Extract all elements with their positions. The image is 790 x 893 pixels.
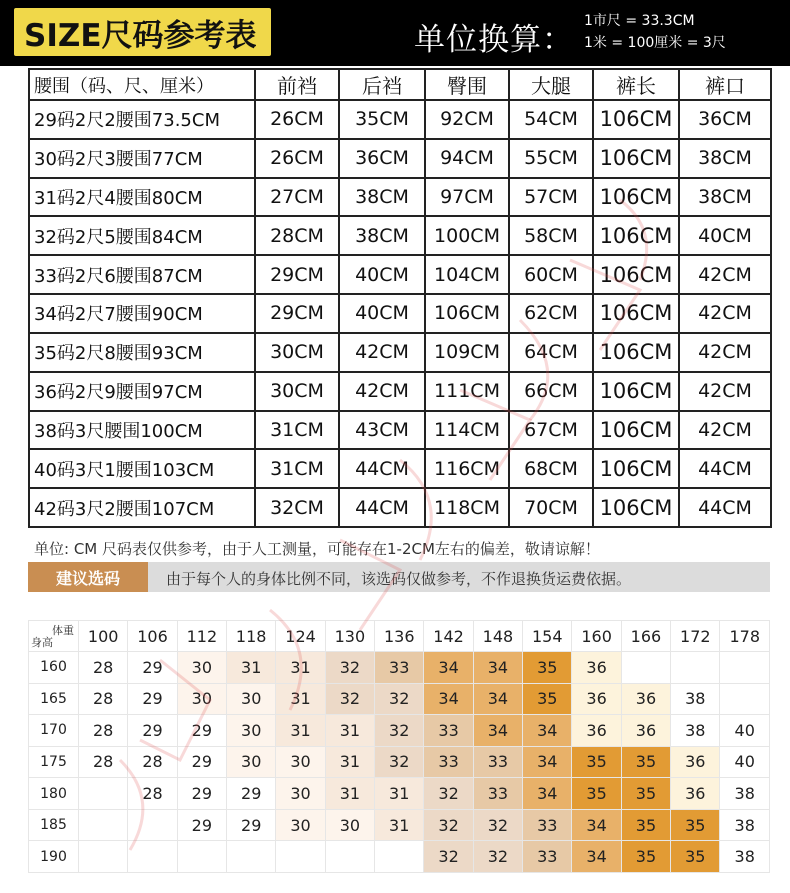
grid-corner <box>29 621 79 652</box>
unit-line-2: 1米 = 100厘米 = 3尺 <box>584 35 726 51</box>
size-cell: 28CM <box>255 216 339 255</box>
size-cell: 32码2尺5腰围84CM <box>29 216 255 255</box>
size-cell: 109CM <box>425 333 509 372</box>
grid-size-cell: 30 <box>276 809 325 841</box>
grid-size-cell: 33 <box>473 778 522 810</box>
size-table <box>28 68 772 528</box>
grid-size-cell: 28 <box>79 715 128 747</box>
grid-size-cell: 33 <box>523 841 572 873</box>
size-cell: 36CM <box>339 139 425 178</box>
size-cell: 38CM <box>679 139 771 178</box>
size-cell: 31CM <box>255 411 339 450</box>
grid-size-cell: 38 <box>671 715 720 747</box>
size-cell: 31CM <box>255 449 339 488</box>
grid-row <box>29 809 770 841</box>
size-cell: 42CM <box>679 333 771 372</box>
grid-size-cell: 33 <box>523 809 572 841</box>
height-label-cell: 170 <box>29 715 79 747</box>
size-cell: 29CM <box>255 294 339 333</box>
size-cell: 30码2尺3腰围77CM <box>29 139 255 178</box>
unit-line-1: 1市尺 = 33.3CM <box>584 13 695 29</box>
size-cell: 27CM <box>255 178 339 217</box>
weight-header-cell: 136 <box>375 621 424 652</box>
grid-size-cell: 35 <box>621 746 670 778</box>
grid-size-cell: 29 <box>227 809 276 841</box>
grid-size-cell: 31 <box>276 715 325 747</box>
size-cell: 40CM <box>339 255 425 294</box>
size-cell: 29CM <box>255 255 339 294</box>
grid-size-cell: 33 <box>424 746 473 778</box>
size-cell: 35CM <box>339 100 425 139</box>
size-row <box>29 216 771 255</box>
grid-header-row <box>29 621 770 652</box>
grid-size-cell: 35 <box>671 809 720 841</box>
size-cell: 43CM <box>339 411 425 450</box>
size-cell: 42CM <box>679 294 771 333</box>
size-cell: 106CM <box>593 100 679 139</box>
grid-size-cell: 28 <box>79 652 128 684</box>
size-cell: 106CM <box>593 216 679 255</box>
grid-size-cell: 31 <box>227 652 276 684</box>
unit-conversion-lines <box>584 10 726 54</box>
grid-size-cell <box>720 652 770 684</box>
size-cell: 106CM <box>593 488 679 527</box>
grid-size-cell: 28 <box>128 778 177 810</box>
size-header-cell: 裤口 <box>679 69 771 100</box>
size-cell: 42码3尺2腰围107CM <box>29 488 255 527</box>
size-chart-logo: SIZE尺码参考表 <box>14 8 271 56</box>
size-cell: 104CM <box>425 255 509 294</box>
grid-size-cell: 31 <box>276 683 325 715</box>
grid-size-cell: 30 <box>276 778 325 810</box>
grid-size-cell: 29 <box>177 746 226 778</box>
size-header-cell: 后裆 <box>339 69 425 100</box>
weight-header-cell: 160 <box>572 621 621 652</box>
size-cell: 54CM <box>509 100 593 139</box>
grid-size-cell <box>177 841 226 873</box>
grid-size-cell: 29 <box>128 683 177 715</box>
size-cell: 106CM <box>593 333 679 372</box>
grid-size-cell: 33 <box>473 746 522 778</box>
size-header-cell: 腰围（码、尺、厘米） <box>29 69 255 100</box>
grid-row <box>29 715 770 747</box>
weight-header-cell: 172 <box>671 621 720 652</box>
grid-size-cell: 32 <box>424 841 473 873</box>
size-cell: 36码2尺9腰围97CM <box>29 372 255 411</box>
advice-text: 由于每个人的身体比例不同，该选码仅做参考，不作退换货运费依据。 <box>166 570 632 588</box>
weight-header-cell: 178 <box>720 621 770 652</box>
size-cell: 106CM <box>593 255 679 294</box>
grid-size-cell: 34 <box>523 778 572 810</box>
grid-size-cell <box>276 841 325 873</box>
size-cell: 70CM <box>509 488 593 527</box>
weight-height-grid <box>28 620 770 873</box>
weight-header-cell: 118 <box>227 621 276 652</box>
grid-size-cell: 30 <box>325 809 374 841</box>
grid-size-cell: 32 <box>424 778 473 810</box>
grid-size-cell: 34 <box>473 683 522 715</box>
grid-size-cell: 30 <box>227 746 276 778</box>
grid-size-cell: 33 <box>375 652 424 684</box>
grid-size-cell: 35 <box>523 652 572 684</box>
height-label-cell: 165 <box>29 683 79 715</box>
grid-size-cell: 34 <box>424 683 473 715</box>
grid-size-cell <box>375 841 424 873</box>
weight-header-cell: 106 <box>128 621 177 652</box>
size-cell: 97CM <box>425 178 509 217</box>
grid-size-cell: 38 <box>671 683 720 715</box>
size-cell: 36CM <box>679 100 771 139</box>
size-cell: 31码2尺4腰围80CM <box>29 178 255 217</box>
size-cell: 106CM <box>593 178 679 217</box>
grid-size-cell: 29 <box>227 778 276 810</box>
grid-size-cell <box>621 652 670 684</box>
size-cell: 106CM <box>593 372 679 411</box>
grid-row <box>29 683 770 715</box>
size-row <box>29 488 771 527</box>
grid-size-cell: 34 <box>523 715 572 747</box>
grid-size-cell: 32 <box>325 683 374 715</box>
grid-size-cell <box>128 809 177 841</box>
size-cell: 32CM <box>255 488 339 527</box>
grid-size-cell: 32 <box>473 809 522 841</box>
grid-size-cell: 32 <box>424 809 473 841</box>
advice-label: 建议选码 <box>28 562 148 592</box>
size-row <box>29 411 771 450</box>
size-cell: 64CM <box>509 333 593 372</box>
measurement-note: 单位: CM 尺码表仅供参考，由于人工测量，可能存在1-2CM左右的偏差，敬请谅解！ <box>34 540 600 558</box>
grid-size-cell <box>720 683 770 715</box>
height-label-cell: 190 <box>29 841 79 873</box>
weight-header-cell: 142 <box>424 621 473 652</box>
size-cell: 44CM <box>679 449 771 488</box>
size-cell: 34码2尺7腰围90CM <box>29 294 255 333</box>
grid-size-cell <box>79 841 128 873</box>
size-cell: 55CM <box>509 139 593 178</box>
grid-row <box>29 778 770 810</box>
grid-row <box>29 746 770 778</box>
weight-header-cell: 154 <box>523 621 572 652</box>
size-cell: 42CM <box>679 411 771 450</box>
size-cell: 44CM <box>339 488 425 527</box>
grid-size-cell: 29 <box>177 778 226 810</box>
size-cell: 106CM <box>425 294 509 333</box>
size-cell: 67CM <box>509 411 593 450</box>
weight-header-cell: 124 <box>276 621 325 652</box>
grid-size-cell: 29 <box>128 715 177 747</box>
grid-size-cell <box>325 841 374 873</box>
size-cell: 44CM <box>339 449 425 488</box>
size-header-cell: 裤长 <box>593 69 679 100</box>
grid-size-cell: 30 <box>276 746 325 778</box>
grid-size-cell: 31 <box>325 778 374 810</box>
grid-row <box>29 652 770 684</box>
grid-size-cell: 33 <box>424 715 473 747</box>
unit-conversion-title: 单位换算： <box>414 22 574 58</box>
grid-size-cell: 36 <box>621 715 670 747</box>
weight-header-cell: 100 <box>79 621 128 652</box>
size-cell: 33码2尺6腰围87CM <box>29 255 255 294</box>
grid-size-cell: 34 <box>572 841 621 873</box>
grid-size-cell: 31 <box>276 652 325 684</box>
size-cell: 44CM <box>679 488 771 527</box>
size-cell: 38CM <box>679 178 771 217</box>
grid-size-cell: 32 <box>375 715 424 747</box>
grid-size-cell: 32 <box>375 746 424 778</box>
size-cell: 94CM <box>425 139 509 178</box>
size-cell: 42CM <box>679 372 771 411</box>
size-header-cell: 臀围 <box>425 69 509 100</box>
grid-size-cell: 34 <box>572 809 621 841</box>
grid-size-cell <box>671 652 720 684</box>
size-row <box>29 100 771 139</box>
grid-size-cell: 36 <box>621 683 670 715</box>
size-row <box>29 333 771 372</box>
size-cell: 42CM <box>339 333 425 372</box>
size-row <box>29 139 771 178</box>
grid-size-cell: 36 <box>572 683 621 715</box>
size-cell: 66CM <box>509 372 593 411</box>
size-cell: 26CM <box>255 139 339 178</box>
grid-size-cell: 36 <box>572 652 621 684</box>
size-row <box>29 294 771 333</box>
grid-size-cell: 34 <box>523 746 572 778</box>
grid-size-cell: 30 <box>227 683 276 715</box>
size-cell: 106CM <box>593 294 679 333</box>
size-cell: 100CM <box>425 216 509 255</box>
grid-size-cell: 30 <box>177 683 226 715</box>
size-cell: 42CM <box>339 372 425 411</box>
size-cell: 30CM <box>255 372 339 411</box>
size-header-cell: 前裆 <box>255 69 339 100</box>
grid-size-cell: 38 <box>720 778 770 810</box>
grid-size-cell: 32 <box>375 683 424 715</box>
grid-size-cell: 28 <box>79 683 128 715</box>
height-label-cell: 185 <box>29 809 79 841</box>
size-row <box>29 449 771 488</box>
grid-size-cell: 35 <box>523 683 572 715</box>
grid-size-cell: 31 <box>375 778 424 810</box>
grid-size-cell: 28 <box>79 746 128 778</box>
grid-size-cell: 35 <box>621 841 670 873</box>
size-cell: 106CM <box>593 411 679 450</box>
height-label-cell: 180 <box>29 778 79 810</box>
height-label-cell: 175 <box>29 746 79 778</box>
weight-header-cell: 166 <box>621 621 670 652</box>
size-cell: 38码3尺腰围100CM <box>29 411 255 450</box>
grid-size-cell: 29 <box>177 809 226 841</box>
grid-row <box>29 841 770 873</box>
grid-size-cell: 32 <box>325 652 374 684</box>
grid-size-cell: 40 <box>720 746 770 778</box>
grid-size-cell: 35 <box>572 746 621 778</box>
size-cell: 60CM <box>509 255 593 294</box>
weight-header-cell: 112 <box>177 621 226 652</box>
size-cell: 40码3尺1腰围103CM <box>29 449 255 488</box>
size-cell: 30CM <box>255 333 339 372</box>
weight-header-cell: 130 <box>325 621 374 652</box>
grid-size-cell: 36 <box>572 715 621 747</box>
grid-size-cell: 30 <box>227 715 276 747</box>
header-bar <box>0 0 790 66</box>
grid-size-cell: 32 <box>473 841 522 873</box>
grid-size-cell: 38 <box>720 841 770 873</box>
size-row <box>29 372 771 411</box>
grid-size-cell: 35 <box>621 809 670 841</box>
grid-size-cell: 35 <box>671 841 720 873</box>
grid-size-cell: 35 <box>572 778 621 810</box>
grid-size-cell: 36 <box>671 778 720 810</box>
advice-bar <box>28 562 770 592</box>
grid-size-cell: 38 <box>720 809 770 841</box>
grid-size-cell: 28 <box>128 746 177 778</box>
size-cell: 62CM <box>509 294 593 333</box>
size-cell: 106CM <box>593 449 679 488</box>
size-cell: 111CM <box>425 372 509 411</box>
grid-size-cell: 36 <box>671 746 720 778</box>
size-cell: 57CM <box>509 178 593 217</box>
size-cell: 42CM <box>679 255 771 294</box>
size-cell: 38CM <box>339 216 425 255</box>
grid-size-cell: 34 <box>424 652 473 684</box>
size-cell: 118CM <box>425 488 509 527</box>
corner-weight-label: 体重 <box>52 624 74 637</box>
size-cell: 40CM <box>679 216 771 255</box>
size-row <box>29 255 771 294</box>
size-cell: 106CM <box>593 139 679 178</box>
grid-size-cell: 29 <box>128 652 177 684</box>
size-cell: 38CM <box>339 178 425 217</box>
size-table-header-row <box>29 69 771 100</box>
grid-size-cell: 34 <box>473 715 522 747</box>
grid-size-cell: 31 <box>325 715 374 747</box>
grid-size-cell: 30 <box>177 652 226 684</box>
grid-size-cell: 40 <box>720 715 770 747</box>
grid-size-cell: 34 <box>473 652 522 684</box>
grid-size-cell <box>128 841 177 873</box>
size-cell: 26CM <box>255 100 339 139</box>
size-row <box>29 178 771 217</box>
grid-size-cell: 29 <box>177 715 226 747</box>
grid-size-cell <box>79 778 128 810</box>
size-cell: 40CM <box>339 294 425 333</box>
grid-size-cell: 31 <box>325 746 374 778</box>
grid-size-cell <box>79 809 128 841</box>
grid-size-cell <box>227 841 276 873</box>
size-cell: 92CM <box>425 100 509 139</box>
size-cell: 68CM <box>509 449 593 488</box>
size-cell: 29码2尺2腰围73.5CM <box>29 100 255 139</box>
size-cell: 116CM <box>425 449 509 488</box>
height-label-cell: 160 <box>29 652 79 684</box>
grid-size-cell: 35 <box>621 778 670 810</box>
weight-header-cell: 148 <box>473 621 522 652</box>
size-cell: 58CM <box>509 216 593 255</box>
size-cell: 35码2尺8腰围93CM <box>29 333 255 372</box>
grid-size-cell: 31 <box>375 809 424 841</box>
size-cell: 114CM <box>425 411 509 450</box>
size-header-cell: 大腿 <box>509 69 593 100</box>
corner-height-label: 身高 <box>31 636 53 649</box>
